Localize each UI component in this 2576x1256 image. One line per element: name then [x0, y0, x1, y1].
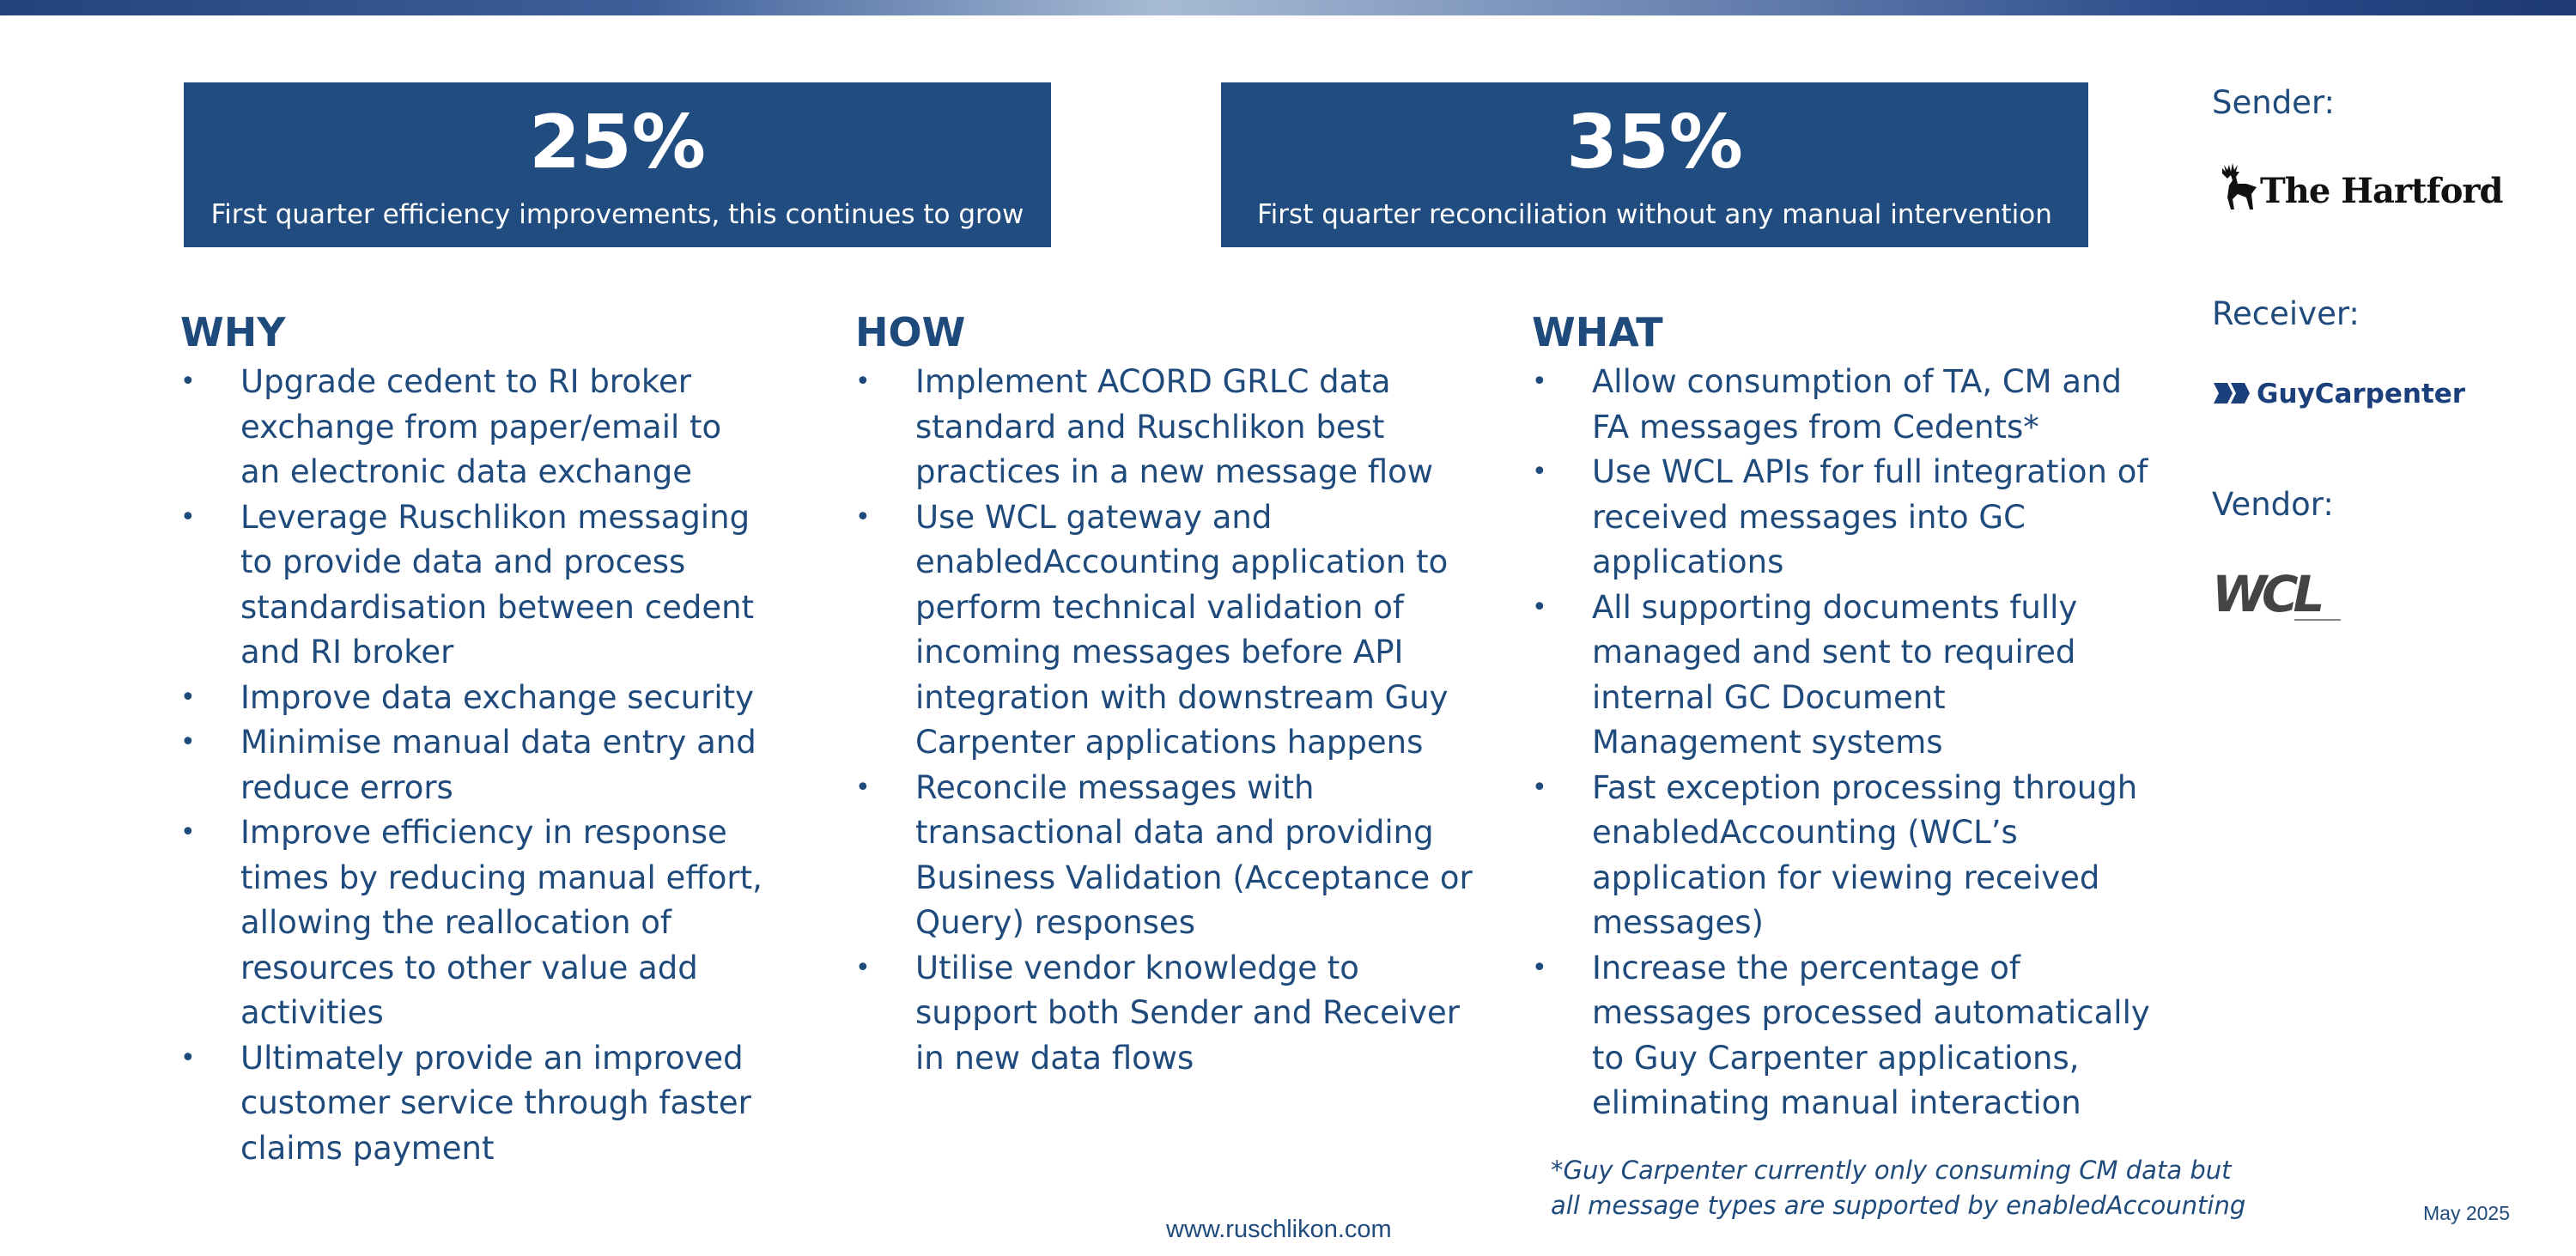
list-item [180, 1036, 764, 1172]
list-item [1532, 450, 2150, 586]
list-item-text: Minimise manual data entry and reduce errors [240, 724, 756, 806]
the-hartford-logo [2212, 160, 2503, 215]
wcl-wordmark: WCL [2212, 565, 2320, 623]
vendor-label: Vendor: [2212, 486, 2334, 523]
stat-value: 35% [1566, 100, 1743, 185]
list-item-text: Implement ACORD GRLC data standard and Ruschlikon best practices in a new message flow [915, 363, 1434, 490]
bullet-icon: • [180, 501, 196, 532]
bullet-icon: • [1532, 952, 1547, 983]
list-item-text: Reconcile messages with transactional data and providing Business Validation (Acceptance or Query) responses [915, 768, 1473, 941]
why-heading: WHY [180, 309, 286, 355]
list-item-text: Increase the percentage of messages processed automatically to Guy Carpenter applications, eliminating manual interaction [1592, 949, 2150, 1121]
bullet-icon: • [180, 817, 196, 847]
what-column [1532, 305, 2150, 1126]
list-item-text: Improve data exchange security [240, 678, 755, 716]
footnote-line: *Guy Carpenter currently only consuming CM data but [1551, 1156, 2232, 1185]
stat-caption: First quarter reconciliation without any manual intervention [1257, 199, 2052, 230]
wcl-logo [2212, 563, 2349, 623]
list-item [1532, 360, 2150, 450]
list-item-text: Fast exception processing through enabledAccounting (WCL’s application for viewing received messages) [1592, 768, 2138, 941]
stag-icon [2212, 160, 2503, 215]
what-heading: WHAT [1532, 309, 1663, 355]
how-list [855, 360, 1473, 1081]
how-column [855, 305, 1473, 1081]
list-item [180, 495, 764, 676]
guy-carpenter-mark-icon [2212, 374, 2470, 412]
list-item-text: Use WCL gateway and enabledAccounting application to perform technical validation of incoming messages before API integration with downstream Guy Carpenter applications happens [915, 498, 1449, 761]
how-heading: HOW [855, 309, 966, 355]
why-column [180, 305, 764, 1171]
hartford-wordmark: The Hartford [2260, 171, 2503, 211]
receiver-label: Receiver: [2212, 295, 2360, 332]
list-item [855, 360, 1473, 495]
list-item [1532, 766, 2150, 946]
bullet-icon: • [180, 727, 196, 757]
list-item-text: All supporting documents fully managed and sent to required internal GC Document Management systems [1592, 588, 2078, 761]
bullet-icon: • [180, 682, 196, 713]
list-item [180, 676, 764, 721]
guy-carpenter-logo [2212, 374, 2470, 412]
list-item-text: Use WCL APIs for full integration of received messages into GC applications [1592, 453, 2148, 580]
stat-value: 25% [529, 100, 706, 185]
bullet-icon: • [1532, 772, 1547, 803]
stat-box-efficiency [184, 82, 1051, 247]
footnote-line: all message types are supported by enabledAccounting [1551, 1191, 2246, 1220]
footnote [1551, 1153, 2255, 1223]
list-item-text: Allow consumption of TA, CM and FA messages from Cedents* [1592, 363, 2122, 446]
bullet-icon: • [855, 772, 871, 803]
top-accent-bar [0, 0, 2576, 15]
list-item-text: Upgrade cedent to RI broker exchange from paper/email to an electronic data exchange [240, 363, 722, 490]
bullet-icon: • [180, 1042, 196, 1073]
list-item [855, 766, 1473, 946]
sender-label: Sender: [2212, 84, 2335, 121]
stat-box-reconciliation [1221, 82, 2088, 247]
list-item-text: Ultimately provide an improved customer service through faster claims payment [240, 1039, 751, 1167]
list-item-text: Improve efficiency in response times by reducing manual effort, allowing the reallocation of resources to other value add activities [240, 814, 762, 1031]
bullet-icon: • [1532, 457, 1547, 487]
bullet-icon: • [180, 367, 196, 397]
why-list [180, 360, 764, 1171]
list-item [855, 946, 1473, 1082]
website-link[interactable]: www.ruschlikon.com [1166, 1216, 1392, 1243]
list-item [180, 810, 764, 1036]
bullet-icon: • [1532, 592, 1547, 622]
guy-carpenter-wordmark: GuyCarpenter [2257, 379, 2466, 410]
what-list [1532, 360, 2150, 1126]
list-item-text: Utilise vendor knowledge to support both Sender and Receiver in new data flows [915, 949, 1461, 1077]
bullet-icon: • [1532, 367, 1547, 397]
bullet-icon: • [855, 952, 871, 983]
bullet-icon: • [855, 367, 871, 397]
list-item [1532, 946, 2150, 1126]
list-item [180, 720, 764, 810]
wcl-mark-icon [2212, 563, 2349, 623]
list-item [855, 495, 1473, 766]
list-item [180, 360, 764, 495]
list-item [1532, 586, 2150, 766]
date-label: May 2025 [2423, 1202, 2511, 1224]
bullet-icon: • [855, 501, 871, 532]
list-item-text: Leverage Ruschlikon messaging to provide data and process standardisation between cedent and RI broker [240, 498, 755, 670]
stat-caption: First quarter efficiency improvements, this continues to grow [210, 199, 1024, 230]
